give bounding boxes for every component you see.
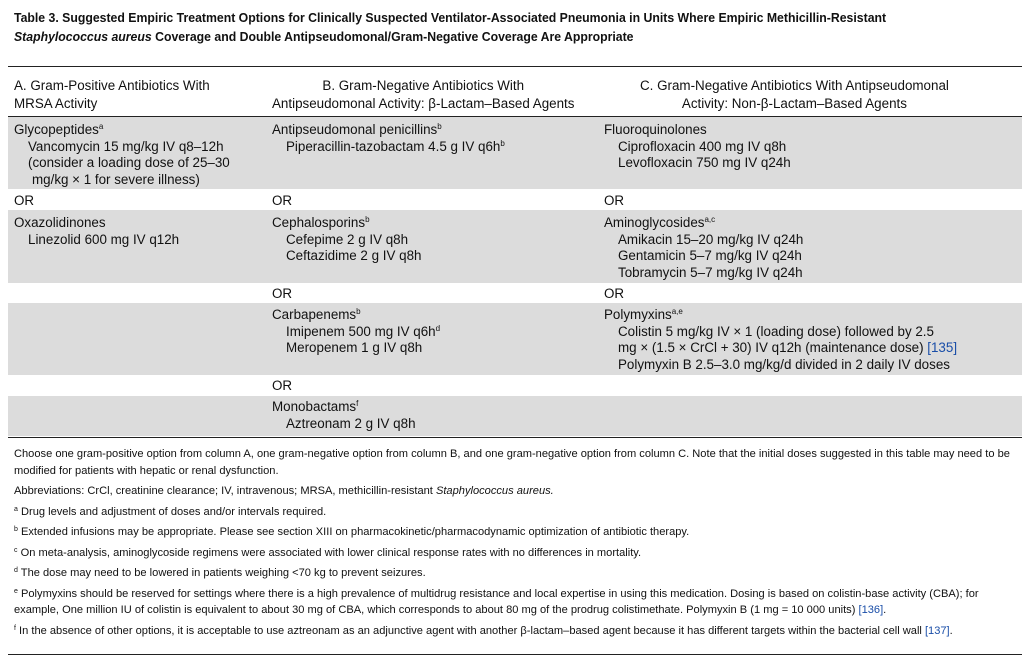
note-instructions: Choose one gram-positive option from column A, one gram-negative option from column B, and one gram-negative option from column C. Note that the initial doses suggested in this table may need to be modified for patients with hepatic or renal dysfunction. <box>14 448 1010 477</box>
penicillins-label: Antipseudomonal penicillins <box>272 122 438 137</box>
footnote-e-end: . <box>883 604 887 616</box>
ref-135-link[interactable]: [135] <box>927 340 958 355</box>
abbr-italic: Staphylococcus aureus. <box>435 485 554 497</box>
footnote-c <box>14 545 1014 562</box>
header-c-line1: C. Gram-Negative Antibiotics With Antipseudomonal <box>640 78 949 93</box>
col-a-or: OR <box>14 193 35 208</box>
footnote-f-text: In the absence of other options, it is acceptable to use aztreonam as an adjunctive agent with another β-lactam–based agent because it has different targets within the bacterial cell wall <box>15 624 925 637</box>
glycopeptides-label: Glycopeptides <box>14 122 99 137</box>
tobramycin-dose: Tobramycin 5–7 mg/kg IV q24h <box>618 264 803 280</box>
imipenem-dose: Imipenem 500 mg IV q6h <box>286 323 436 339</box>
abbr-text: Abbreviations: CrCl, creatinine clearance; IV, intravenous; MRSA, methicillin-resistant <box>14 485 436 497</box>
imipenem-sup: d <box>435 323 441 333</box>
footnote-d-text: The dose may need to be lowered in patients weighing <70 kg to prevent seizures. <box>17 567 426 579</box>
footnote-f-mark: f <box>14 624 16 632</box>
ref-137-link[interactable]: [137] <box>924 624 950 637</box>
cefepime-dose: Cefepime 2 g IV q8h <box>286 231 409 247</box>
footnote-d-mark: d <box>14 567 18 574</box>
aminoglycosides-label: Aminoglycosides <box>604 215 705 230</box>
polymyxins-sup: a,e <box>671 307 683 316</box>
title-line-2 <box>14 27 951 46</box>
footnote-c-text: On meta-analysis, aminoglycoside regimens were associated with lower clinical response rates with no differences in mortality. <box>17 546 642 559</box>
header-b-line1: B. Gram-Negative Antibiotics With <box>322 78 525 93</box>
vancomycin-dose: Vancomycin 15 mg/kg IV q8–12h <box>28 138 224 154</box>
monobactams-sup: f <box>356 399 359 408</box>
glycopeptides-sup: a <box>98 122 104 131</box>
colistin-dose-1: Colistin 5 mg/kg IV × 1 (loading dose) followed by 2.5 <box>618 323 934 339</box>
footnote-a-text: Drug levels and adjustment of doses and/or intervals required. <box>17 505 327 518</box>
header-col-b <box>272 77 574 113</box>
col-b-penicillins <box>272 122 505 155</box>
col-c-or-2: OR <box>604 286 625 301</box>
col-c-fluoroquinolones <box>604 122 791 172</box>
footnote-b-text: Extended infusions may be appropriate. Please see section XIII on pharmacokinetic/pharmacodynamic optimization of antibiotic therapy. <box>17 526 690 538</box>
title-italic: Staphylococcus aureus <box>14 29 152 44</box>
footnote-b <box>14 524 1014 541</box>
carbapenems-sup: b <box>356 307 361 316</box>
gentamicin-dose: Gentamicin 5–7 mg/kg IV q24h <box>618 248 802 263</box>
footnote-a-mark: a <box>14 505 18 513</box>
col-b-monobactams <box>272 399 416 432</box>
title-line-1: Table 3. Suggested Empiric Treatment Options for Clinically Suspected Ventilator-Associated Pneumonia in Units Where Empiric Methicillin-Resistant <box>14 10 887 25</box>
footnote-e-mark: e <box>14 587 18 595</box>
colistin-dose-2: mg × (1.5 × CrCl + 30) IV q12h (maintenance dose) <box>618 340 928 355</box>
header-a-line1: A. Gram-Positive Antibiotics With <box>14 78 210 93</box>
linezolid-dose: Linezolid 600 mg IV q12h <box>28 231 180 247</box>
col-c-or-1: OR <box>604 193 625 208</box>
vancomycin-note-1: (consider a loading dose of 25–30 <box>28 155 230 170</box>
oxazolidinones-label: Oxazolidinones <box>14 215 106 230</box>
header-b-line2: Antipseudomonal Activity: β-Lactam–Based Agents <box>272 96 575 111</box>
aztreonam-dose: Aztreonam 2 g IV q8h <box>286 415 416 431</box>
aminoglycosides-sup: a,c <box>704 215 716 224</box>
footnote-e <box>14 586 1014 619</box>
note-abbreviations <box>14 483 1014 500</box>
cephalosporins-sup: b <box>365 215 370 224</box>
carbapenems-label: Carbapenems <box>272 307 357 322</box>
penicillins-sup: b <box>437 122 442 131</box>
amikacin-dose: Amikacin 15–20 mg/kg IV q24h <box>618 231 804 247</box>
meropenem-dose: Meropenem 1 g IV q8h <box>286 340 423 355</box>
title-rest: Coverage and Double Antipseudomonal/Gram-Negative Coverage Are Appropriate <box>151 29 634 44</box>
col-b-cephalosporins <box>272 215 421 265</box>
polymyxins-label: Polymyxins <box>604 307 672 322</box>
piperacillin-sup: b <box>500 138 505 148</box>
ciprofloxacin-dose: Ciprofloxacin 400 mg IV q8h <box>618 138 787 154</box>
col-b-carbapenems <box>272 307 440 357</box>
top-rule <box>8 66 1022 67</box>
piperacillin-dose: Piperacillin-tazobactam 4.5 g IV q6h <box>286 138 501 154</box>
footnote-f <box>14 623 1014 640</box>
header-a-line2: MRSA Activity <box>14 96 98 111</box>
table-bottom-rule <box>8 437 1022 438</box>
col-c-polymyxins <box>604 307 957 373</box>
fluoroquinolones-label: Fluoroquinolones <box>604 122 707 137</box>
ceftazidime-dose: Ceftazidime 2 g IV q8h <box>286 248 422 263</box>
cephalosporins-label: Cephalosporins <box>272 215 366 230</box>
col-b-or-3: OR <box>272 378 293 393</box>
vancomycin-note-2: mg/kg × 1 for severe illness) <box>32 171 200 187</box>
col-a-glycopeptides <box>14 122 230 188</box>
col-a-oxazolidinones <box>14 215 179 248</box>
monobactams-label: Monobactams <box>272 399 357 414</box>
footnote-a <box>14 504 1014 521</box>
col-b-or-1: OR <box>272 193 293 208</box>
header-col-c <box>640 77 949 113</box>
header-col-a <box>14 77 210 113</box>
col-b-or-2: OR <box>272 286 293 301</box>
table-title <box>14 8 1022 46</box>
footnote-d <box>14 565 1014 582</box>
footnote-f-end: . <box>949 624 953 637</box>
col-c-aminoglycosides <box>604 215 803 281</box>
levofloxacin-dose: Levofloxacin 750 mg IV q24h <box>618 155 791 170</box>
ref-136-link[interactable]: [136] <box>858 604 884 616</box>
header-c-line2: Activity: Non-β-Lactam–Based Agents <box>681 96 907 111</box>
footnote-c-mark: c <box>14 546 18 554</box>
polymyxin-b-dose: Polymyxin B 2.5–3.0 mg/kg/d divided in 2 daily IV doses <box>618 356 950 372</box>
table-footnotes <box>14 446 1014 643</box>
footnote-e-text: Polymyxins should be reserved for settings where there is a high prevalence of multidrug resistance and local expertise in using this medication. Dosing is based on colistin-base activity (CBA); for example, One million IU of colistin is equivalent to about 30 mg of CBA, which corresponds to about 80 mg of the prodrug colistimethate. Polymyxin B (1 mg = 10 000 units) <box>14 587 979 616</box>
shaded-band-4 <box>8 396 1022 436</box>
bottom-rule <box>8 654 1022 655</box>
footnote-b-mark: b <box>14 526 18 533</box>
